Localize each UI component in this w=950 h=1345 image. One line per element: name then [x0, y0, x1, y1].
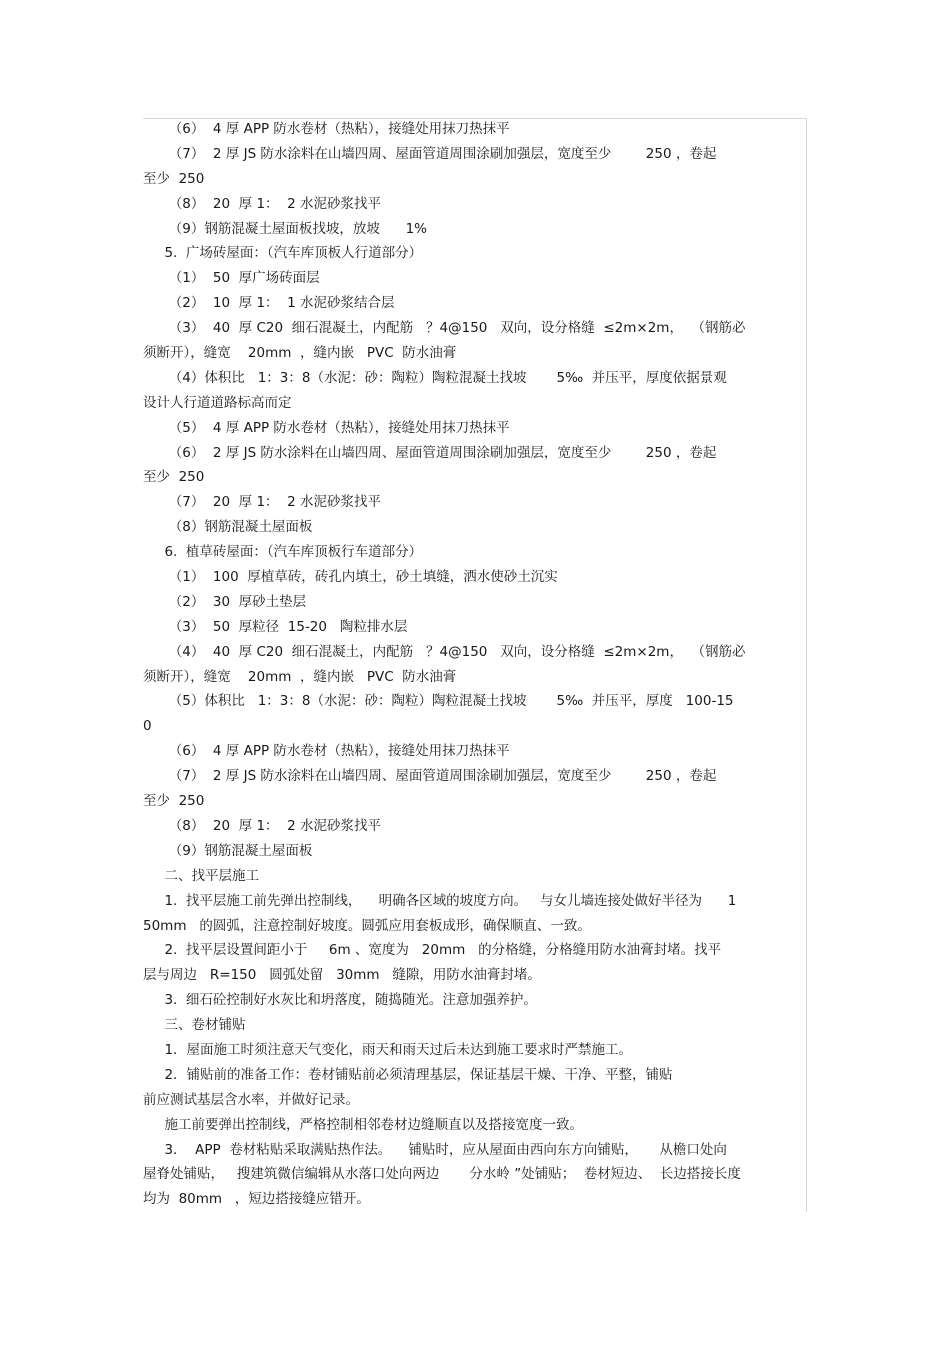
text-line: （9）钢筋混凝土屋面板找坡，放坡 1%: [143, 220, 428, 237]
section-heading: 三、卷材铺贴: [143, 1017, 246, 1034]
document-body: [143, 117, 805, 1212]
text-line: 施工前要弹出控制线，严格控制相邻卷材边缝顺直以及搭接宽度一致。: [143, 1116, 583, 1133]
text-line: 0: [143, 718, 152, 735]
text-line: 至少 250: [143, 793, 205, 810]
text-line: 层与周边 R=150 圆弧处留 30mm 缝隙，用防水油膏封堵。: [143, 967, 541, 984]
text-line: （8）钢筋混凝土屋面板: [143, 519, 313, 536]
text-line: 设计人行道道路标高而定: [143, 394, 292, 411]
text-line: （3） 40 厚 C20 细石混凝土，内配筋 ？4@150 双向，设分格缝 ≤2m×2m， （钢筋必: [143, 320, 746, 337]
text-line: （5） 4 厚 APP 防水卷材（热粘），接缝处用抹刀热抹平: [143, 419, 510, 436]
text-line: （1） 50 厚广场砖面层: [143, 270, 320, 287]
text-line: （7） 20 厚 1： 2 水泥砂浆找平: [143, 494, 382, 511]
text-line: （9）钢筋混凝土屋面板: [143, 842, 313, 859]
text-line: 3． APP 卷材粘贴采取满贴热作法。 铺贴时，应从屋面由西向东方向铺贴， 从檐口处向: [143, 1141, 727, 1158]
text-line: （7） 2 厚 JS 防水涂料在山墙四周、屋面管道周围涂刷加强层，宽度至少 250 ，卷起: [143, 145, 717, 162]
text-line: （6） 2 厚 JS 防水涂料在山墙四周、屋面管道周围涂刷加强层，宽度至少 250 ，卷起: [143, 444, 717, 461]
text-line: （4） 40 厚 C20 细石混凝土，内配筋 ？4@150 双向，设分格缝 ≤2m×2m， （钢筋必: [143, 643, 746, 660]
text-line: （2） 10 厚 1： 1 水泥砂浆结合层: [143, 295, 395, 312]
section-heading: 二、找平层施工: [143, 867, 259, 884]
text-line: （4）体积比 1：3：8（水泥：砂：陶粒）陶粒混凝土找坡 5‰ 并压平，厚度依据景观: [143, 369, 727, 386]
text-line: （2） 30 厚砂土垫层: [143, 593, 307, 610]
text-line: （1） 100 厚植草砖，砖孔内填土，砂土填缝，洒水使砂土沉实: [143, 569, 558, 586]
text-line: （6） 4 厚 APP 防水卷材（热粘），接缝处用抹刀热抹平: [143, 743, 510, 760]
text-line: 须断开），缝宽 20mm ，缝内嵌 PVC 防水油膏: [143, 345, 457, 362]
text-line: （3） 50 厚粒径 15-20 陶粒排水层: [143, 618, 408, 635]
text-line: 屋脊处铺贴， 搜建筑微信编辑从水落口处向两边 分水岭 ”处铺贴； 卷材短边、 长边搭接长度: [143, 1166, 741, 1183]
text-line: （8） 20 厚 1： 2 水泥砂浆找平: [143, 195, 382, 212]
text-line: 前应测试基层含水率，并做好记录。: [143, 1091, 359, 1108]
text-line: （5）体积比 1：3：8（水泥：砂：陶粒）陶粒混凝土找坡 5‰ 并压平，厚度 100-15: [143, 693, 734, 710]
text-line: 须断开），缝宽 20mm ，缝内嵌 PVC 防水油膏: [143, 668, 457, 685]
text-line: （7） 2 厚 JS 防水涂料在山墙四周、屋面管道周围涂刷加强层，宽度至少 250 ，卷起: [143, 768, 717, 785]
section-heading: 6. 植草砖屋面：（汽车库顶板行车道部分）: [143, 544, 423, 561]
text-line: 1．屋面施工时须注意天气变化，雨天和雨天过后未达到施工要求时严禁施工。: [143, 1041, 633, 1058]
text-line: 均为 80mm ，短边搭接缝应错开。: [143, 1191, 370, 1208]
text-line: 3. 细石砼控制好水灰比和坍落度，随捣随光。注意加强养护。: [143, 992, 537, 1009]
text-line: （6） 4 厚 APP 防水卷材（热粘），接缝处用抹刀热抹平: [143, 121, 510, 137]
text-line: 至少 250: [143, 469, 205, 486]
text-line: 至少 250: [143, 170, 205, 187]
text-line: 2. 找平层设置间距小于 6m 、宽度为 20mm 的分格缝，分格缝用防水油膏封堵。找平: [143, 942, 722, 959]
text-line: 2．铺贴前的准备工作：卷材铺贴前必须清理基层，保证基层干燥、干净、平整，铺贴: [143, 1066, 673, 1083]
text-line: （8） 20 厚 1： 2 水泥砂浆找平: [143, 817, 382, 834]
section-heading: 5. 广场砖屋面：（汽车库顶板人行道部分）: [143, 245, 423, 262]
text-line: 50mm 的圆弧，注意控制好坡度。圆弧应用套板成形，确保顺直、一致。: [143, 917, 591, 934]
text-line: 1. 找平层施工前先弹出控制线， 明确各区域的坡度方向。 与女儿墙连接处做好半径为 1: [143, 892, 737, 909]
